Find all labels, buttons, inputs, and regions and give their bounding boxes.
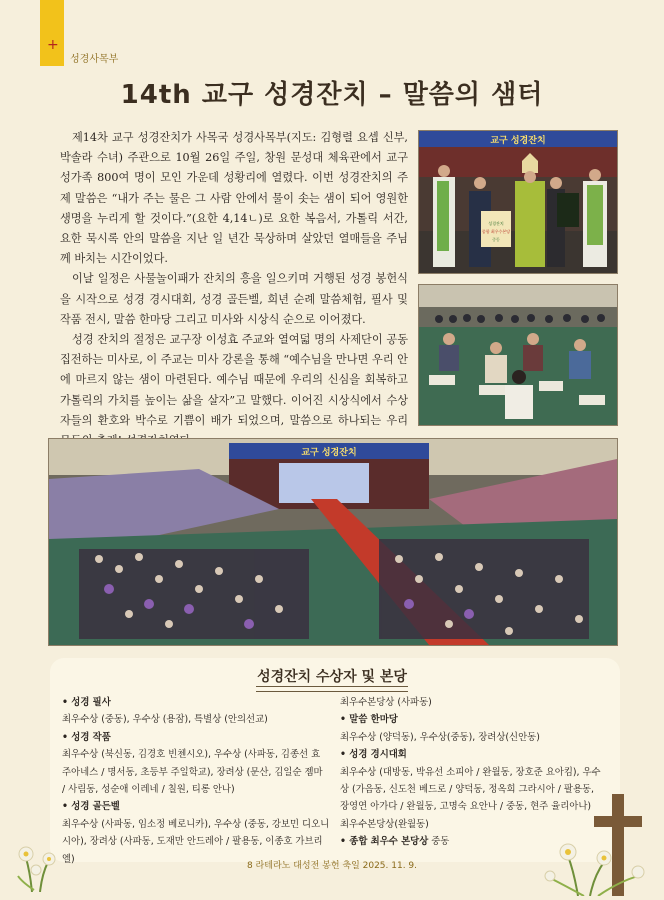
award-line: 주아네스 / 명서동, 초등부 주일학교), 장려상 (문산, 김일순 젬마 — [62, 766, 323, 778]
award-category: • 성경 필사 — [62, 694, 332, 711]
award-line: 최우수상 (북신동, 김경호 빈첸시오), 우수상 (사파동, 김종선 효 — [62, 749, 321, 761]
awards-title-underline — [256, 686, 408, 692]
banner-text: 교구 성경잔치 — [490, 136, 546, 146]
article-paragraph: 이날 일정은 사물놀이패가 잔치의 흥을 일으키며 거행된 성경 봉헌식을 시작으로 성경 경시대회, 성경 골든벨, 희년 순례 말씀체험, 필사 및 작품 전시, 말씀 한마당 그리고 미사와 시상식 순으로 이어졌다. — [60, 272, 408, 326]
award-sign-line: 종합 최우수본당 — [481, 229, 511, 234]
award-line: 최우수본당상 (사파동) — [340, 697, 432, 708]
article-paragraph: 성경 잔치의 절정은 교구장 이성효 주교와 열여덟 명의 사제단이 공동 집전하는 미사로, 이 주교는 미사 강론을 통해 “예수님을 만나면 우리 안에 마르지 않는 샘이 마련된다. 예수님 때문에 우리의 신심을 회복하고 가톨릭의 가치를 높이는 삶을 살자”고 말했다. 이어진 시상식에서 수상자들의 환호와 박수로 기쁨이 배가 되었으며, 말씀으로 하나되는 우리 — [60, 333, 408, 427]
article-title: 14th 교구 성경잔치 – 말씀의 샘터 — [120, 80, 544, 110]
awards-title: 성경잔치 수상자 및 본당 — [257, 669, 407, 685]
award-line: 최우수상 (사파동, 임소정 베로니카), 우수상 (중동, 강보민 디오니 — [62, 818, 330, 830]
award-line: 최우수본당상(완월동) — [340, 818, 429, 830]
award-line: 최우수상 (중동), 우수상 (용잠), 특별상 (안의선교) — [62, 714, 268, 726]
award-category: • 성경 작품 — [62, 729, 332, 746]
award-sign-line: 성경잔치 — [488, 221, 504, 226]
page-footer: 8 라테라노 대성전 봉헌 축일 2025. 11. 9. — [246, 861, 418, 871]
section-label: 성경사목부 — [70, 54, 119, 65]
article-paragraph: 제14차 교구 성경잔치가 사목국 성경사목부(지도: 김형렬 요셉 신부, 박솔라 수녀) 주관으로 10월 26일 주일, 창원 문성대 체육관에서 교구 성가족 800여 명이 모인 가운데 성황리에 열렸다. 이번 성경잔치의 주제 말씀은 “내가 주는 물은 그 사람 안에서 물이 솟는 샘이 되어 영원한 생명을 누리게 할 것이다.”(요한 4,14ㄴ)로 요한 복음서, 가톨릭 서간, 요한 묵시록 안의 말씀을 지난 일 년간 묵상하며 살았던 열매들을 주님께 바치는 시간이었다. — [60, 131, 408, 266]
award-line: 최우수상 (대방동, 박유선 소피아 / 완월동, 장호준 요아킴), 우수 — [340, 766, 601, 778]
cross-flower-decoration-icon — [538, 792, 658, 896]
article-body — [60, 128, 408, 451]
grand-prize-value: 중동 — [431, 836, 450, 848]
award-line: 상 (가음동, 신도천 베드로 / 양덕동, 정옥희 그라시아 / 팔용동, — [340, 784, 595, 796]
cross-icon: + — [47, 37, 59, 53]
participants-photo — [418, 284, 618, 426]
grand-prize-label: • 종합 최우수 본당상 — [340, 836, 428, 847]
award-ceremony-photo — [418, 130, 618, 274]
awards-left-column — [62, 694, 332, 868]
gymnasium-crowd-photo — [48, 438, 618, 646]
award-line: 최우수상 (양덕동), 우수상(중동), 장려상(신안동) — [340, 731, 540, 743]
award-category: • 말씀 한마당 — [340, 711, 610, 728]
award-line: 장영연 아가다 / 완월동, 고명숙 요안나 / 중동, 현주 율리아나) — [340, 801, 592, 813]
banner-text: 교구 성경잔치 — [301, 448, 357, 458]
award-line: 시아), 장려상 (사파동, 도재만 안드레아 / 팔용동, 이종호 가브리엘) — [62, 836, 323, 865]
section-tab-bar — [40, 0, 64, 66]
award-category: • 성경 경시대회 — [340, 746, 610, 763]
award-line: / 사림동, 성순애 이레네 / 칠원, 티롱 안나) — [62, 784, 235, 796]
award-category: • 성경 골든벨 — [62, 798, 332, 815]
award-sign-line: 중동 — [492, 237, 500, 242]
